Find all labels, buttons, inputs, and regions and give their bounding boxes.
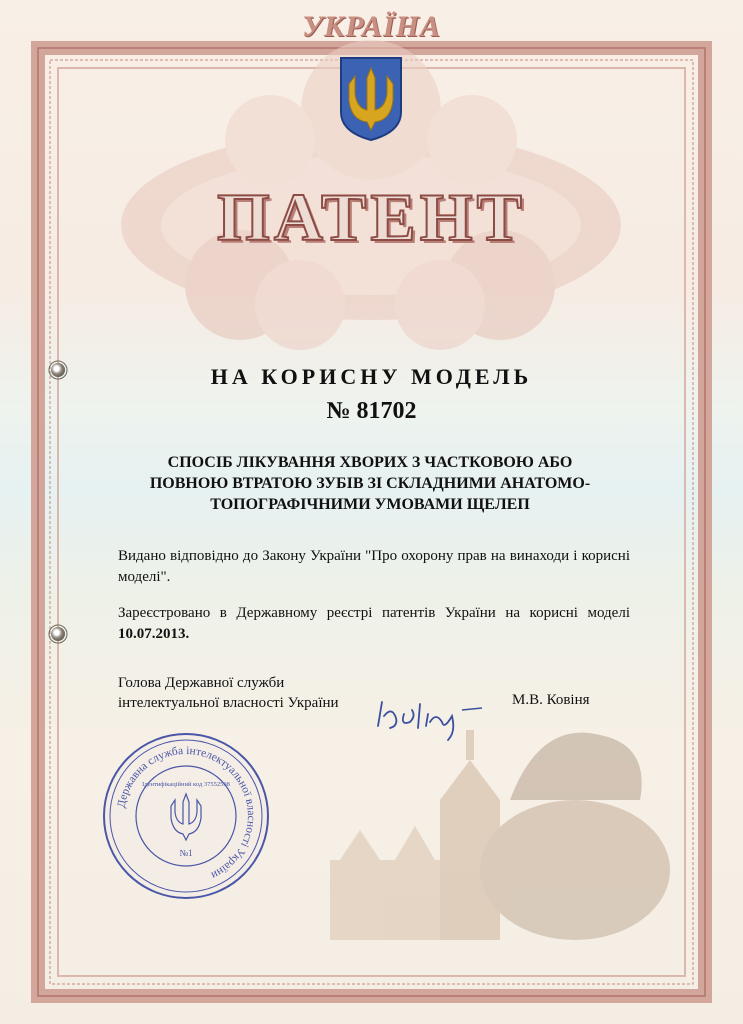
signatory-position-line: Голова Державної служби <box>118 675 285 691</box>
signatory-name: М.В. Ковіня <box>512 692 590 708</box>
signatory-position <box>118 673 378 713</box>
monuments-silhouette <box>330 730 670 940</box>
invention-title <box>120 452 620 515</box>
document-title: ПАТЕНТ <box>217 179 526 255</box>
document-subtitle: НА КОРИСНУ МОДЕЛЬ <box>210 364 533 389</box>
official-stamp <box>96 726 276 906</box>
stamp-inner-text: Ідентифікаційний код 37552598 <box>142 781 230 788</box>
invention-title-line: ПОВНОЮ ВТРАТОЮ ЗУБІВ ЗІ СКЛАДНИМИ АНАТОМО- <box>149 475 591 492</box>
patent-number: № 81702 <box>326 398 417 424</box>
invention-title-line: ТОПОГРАФІЧНИМИ УМОВАМИ ЩЕЛЕП <box>210 496 530 513</box>
country-name: УКРАЇНА <box>302 10 441 43</box>
issued-statement: Видано відповідно до Закону України "Про охорону прав на винаходи і корисні моделі". <box>118 548 630 585</box>
invention-title-line: СПОСІБ ЛІКУВАННЯ ХВОРИХ З ЧАСТКОВОЮ АБО <box>167 454 573 471</box>
handwritten-signature <box>370 696 500 744</box>
coat-of-arms-icon <box>337 54 405 142</box>
registration-date: 10.07.2013. <box>118 626 190 642</box>
registration-text: Зареєстровано в Державному реєстрі патентів України на корисні моделі <box>118 605 630 621</box>
signatory-position-line: інтелектуальної власності України <box>118 695 339 711</box>
stamp-seal-number: №1 <box>179 848 193 858</box>
registration-statement <box>118 603 630 645</box>
stamp-ring-text: Державна служба інтелектуальної власності України <box>115 744 258 882</box>
binding-hole-bottom <box>51 627 65 641</box>
